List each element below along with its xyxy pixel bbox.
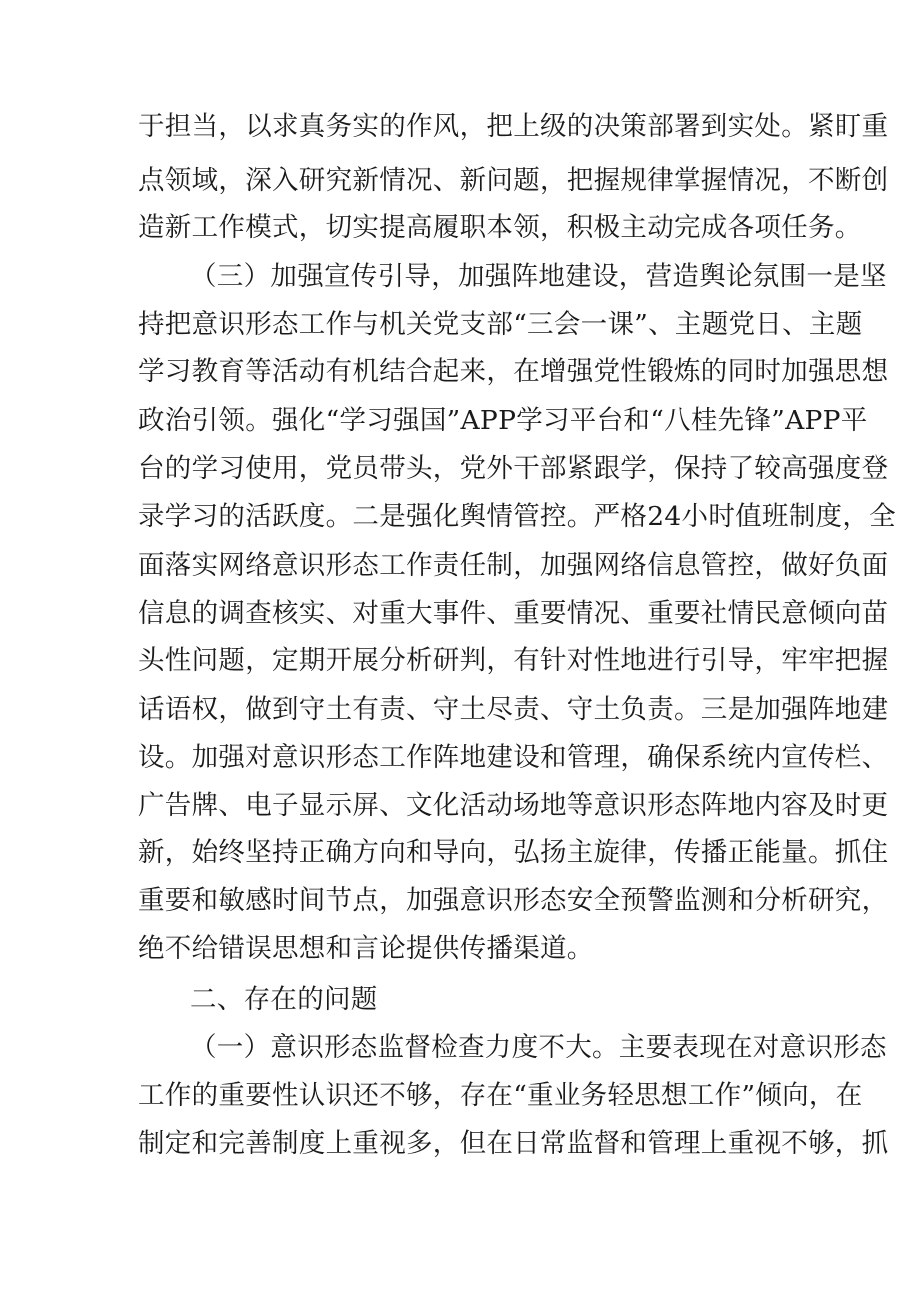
text-line: 信息的调查核实、对重大事件、重要情况、重要社情民意倾向苗 — [138, 598, 889, 629]
text-line: 台的学习使用，党员带头，党外干部紧跟学，保持了较高强度登 — [138, 453, 889, 484]
text-line: 绝不给错误思想和言论提供传播渠道。 — [138, 933, 594, 964]
text-line: 持把意识形态工作与机关党支部“三会一课”、主题党日、主题 — [138, 309, 863, 340]
text-line: 头性问题，定期开展分析研判，有针对性地进行引导，牢牢把握 — [138, 645, 889, 676]
text-line: 重要和敏感时间节点，加强意识形态安全预警监测和分析研究， — [138, 885, 889, 916]
text-line: 点领域，深入研究新情况、新问题，把握规律掌握情况，不断创 — [138, 165, 889, 196]
text-line: 造新工作模式，切实提高履职本领，积极主动完成各项任务。 — [138, 212, 862, 243]
subsection-heading-one-paragraph: （一）意识形态监督检查力度不大。主要表现在对意识形态 — [190, 1032, 887, 1063]
text-line: 话语权，做到守土有责、守土尽责、守土负责。三是加强阵地建 — [138, 694, 889, 725]
text-line: 学习教育等活动有机结合起来，在增强党性锻炼的同时加强思想 — [138, 356, 889, 387]
text-line: 政治引领。强化“学习强国”APP学习平台和“八桂先锋”APP平 — [138, 405, 868, 436]
text-line: 新，始终坚持正确方向和导向，弘扬主旋律，传播正能量。抓住 — [138, 837, 889, 868]
text-line: 录学习的活跃度。二是强化舆情管控。严格24小时值班制度，全 — [138, 501, 896, 532]
text-line: 设。加强对意识形态工作阵地建设和管理，确保系统内宣传栏、 — [138, 742, 889, 773]
section-heading-problems: 二、存在的问题 — [190, 984, 378, 1015]
text-line: 工作的重要性认识还不够，存在“重业务轻思想工作”倾向，在 — [138, 1080, 863, 1111]
text-line: 广告牌、电子显示屏、文化活动场地等意识形态阵地内容及时更 — [138, 790, 889, 821]
text-line: 面落实网络意识形态工作责任制，加强网络信息管控，做好负面 — [138, 550, 889, 581]
section-heading-three-paragraph: （三）加强宣传引导，加强阵地建设，营造舆论氛围一是坚 — [190, 261, 887, 292]
text-line: 于担当，以求真务实的作风，把上级的决策部署到实处。紧盯重 — [138, 111, 889, 142]
text-line: 制定和完善制度上重视多，但在日常监督和管理上重视不够，抓 — [138, 1128, 889, 1159]
